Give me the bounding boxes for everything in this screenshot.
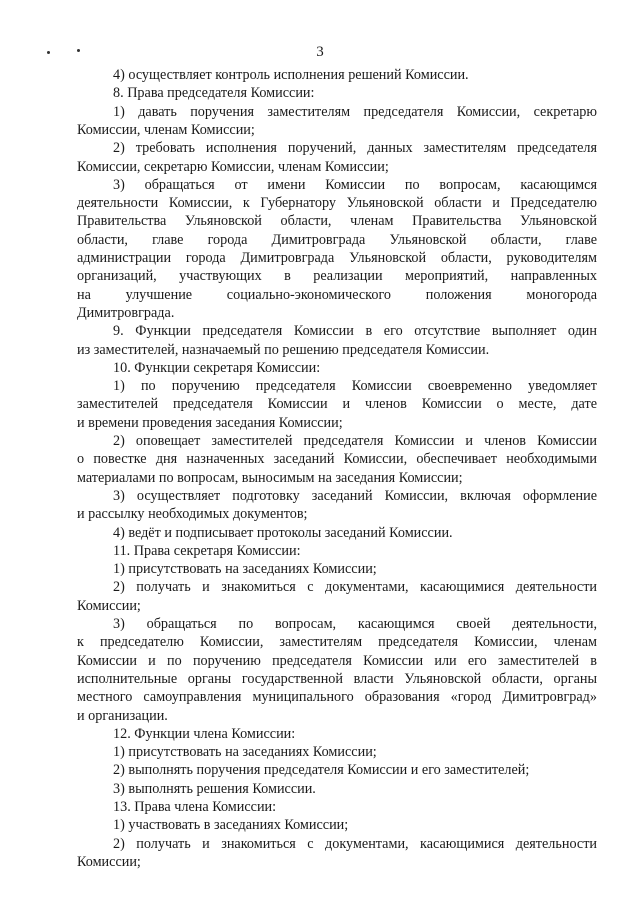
page-number: 3 (316, 44, 324, 60)
text-line: 13. Права члена Комиссии: (113, 799, 277, 815)
text-line: 3) выполнять решения Комиссии. (113, 780, 316, 797)
text-line: исполнительные органы государственной власти Ульяновской области, органы (77, 670, 597, 687)
text-line: 8. Права председателя Комиссии: (113, 85, 315, 102)
text-line: заместителей председателя Комиссии и членов Комиссии о месте, дате (77, 396, 597, 413)
text-line: Комиссии; (77, 597, 141, 614)
text-line: 2) оповещает заместителей председателя Комиссии и членов Комиссии (113, 433, 597, 449)
text-line: и организации. (77, 707, 168, 724)
text-line: Комиссии, членам Комиссии; (77, 121, 255, 138)
text-line: 11. Права секретаря Комиссии: (113, 542, 301, 559)
text-line: и рассылку необходимых документов; (77, 506, 308, 523)
text-line: 1) по поручению председателя Комиссии своевременно уведомляет (113, 378, 597, 395)
text-line: из заместителей, назначаемый по решению председателя Комиссии. (77, 341, 490, 358)
text-line: 3) осуществляет подготовку заседаний Комиссии, включая оформление (113, 487, 597, 504)
text-line: 10. Функции секретаря Комиссии: (113, 359, 321, 376)
text-line: 2) получать и знакомиться с документами, касающимися деятельности (113, 835, 597, 852)
text-line: деятельности Комиссии, к Губернатору Ульяновской области и Председателю (77, 195, 597, 212)
text-line: 4) осуществляет контроль исполнения решений Комиссии. (113, 67, 469, 83)
text-line: местного самоуправления муниципального образования «город Димитровград» (77, 689, 597, 706)
text-line: 1) присутствовать на заседаниях Комиссии; (113, 561, 377, 578)
text-line: 4) ведёт и подписывает протоколы заседаний Комиссии. (113, 524, 453, 541)
text-line: и времени проведения заседания Комиссии; (77, 414, 343, 431)
text-line: Комиссии и по поручению председателя Комиссии или его заместителей в (77, 652, 597, 669)
text-line: к председателю Комиссии, заместителям председателя Комиссии, членам (77, 634, 597, 651)
text-line: 2) получать и знакомиться с документами, касающимися деятельности (113, 579, 597, 596)
text-line: Правительства Ульяновской области, членам Правительства Ульяновской (77, 213, 597, 230)
text-line: 3) обращаться от имени Комиссии по вопросам, касающимся (113, 176, 597, 193)
text-line: 9. Функции председателя Комиссии в его отсутствие выполняет один (113, 323, 597, 340)
text-line: Димитровграда. (77, 304, 175, 321)
text-line: 12. Функции члена Комиссии: (113, 725, 296, 742)
text-line: 3) обращаться по вопросам, касающимся своей деятельности, (113, 616, 597, 632)
text-line: Комиссии; (77, 853, 141, 870)
text-line: на улучшение социально-экономического положения моногорода (77, 286, 597, 303)
text-line: 1) участвовать в заседаниях Комиссии; (113, 817, 349, 834)
text-line: 1) давать поручения заместителям председателя Комиссии, секретарю (113, 103, 597, 120)
text-line: 1) присутствовать на заседаниях Комиссии; (113, 744, 377, 761)
text-line: области, главе города Димитровграда Ульяновской области, главе (77, 231, 597, 248)
text-line: администрации города Димитровграда Ульяновской области, руководителям (77, 250, 597, 266)
text-line: 2) требовать исполнения поручений, данных заместителям председателя (113, 140, 597, 157)
text-line: Комиссии, секретарю Комиссии, членам Комиссии; (77, 158, 389, 175)
text-line: материалами по вопросам, выносимым на заседания Комиссии; (77, 469, 463, 486)
text-line: о повестке дня назначенных заседаний Комиссии, обеспечивает необходимыми (77, 451, 597, 468)
text-line: 2) выполнять поручения председателя Комиссии и его заместителей; (113, 762, 530, 779)
text-line: организаций, участвующих в реализации мероприятий, направленных (77, 268, 597, 285)
